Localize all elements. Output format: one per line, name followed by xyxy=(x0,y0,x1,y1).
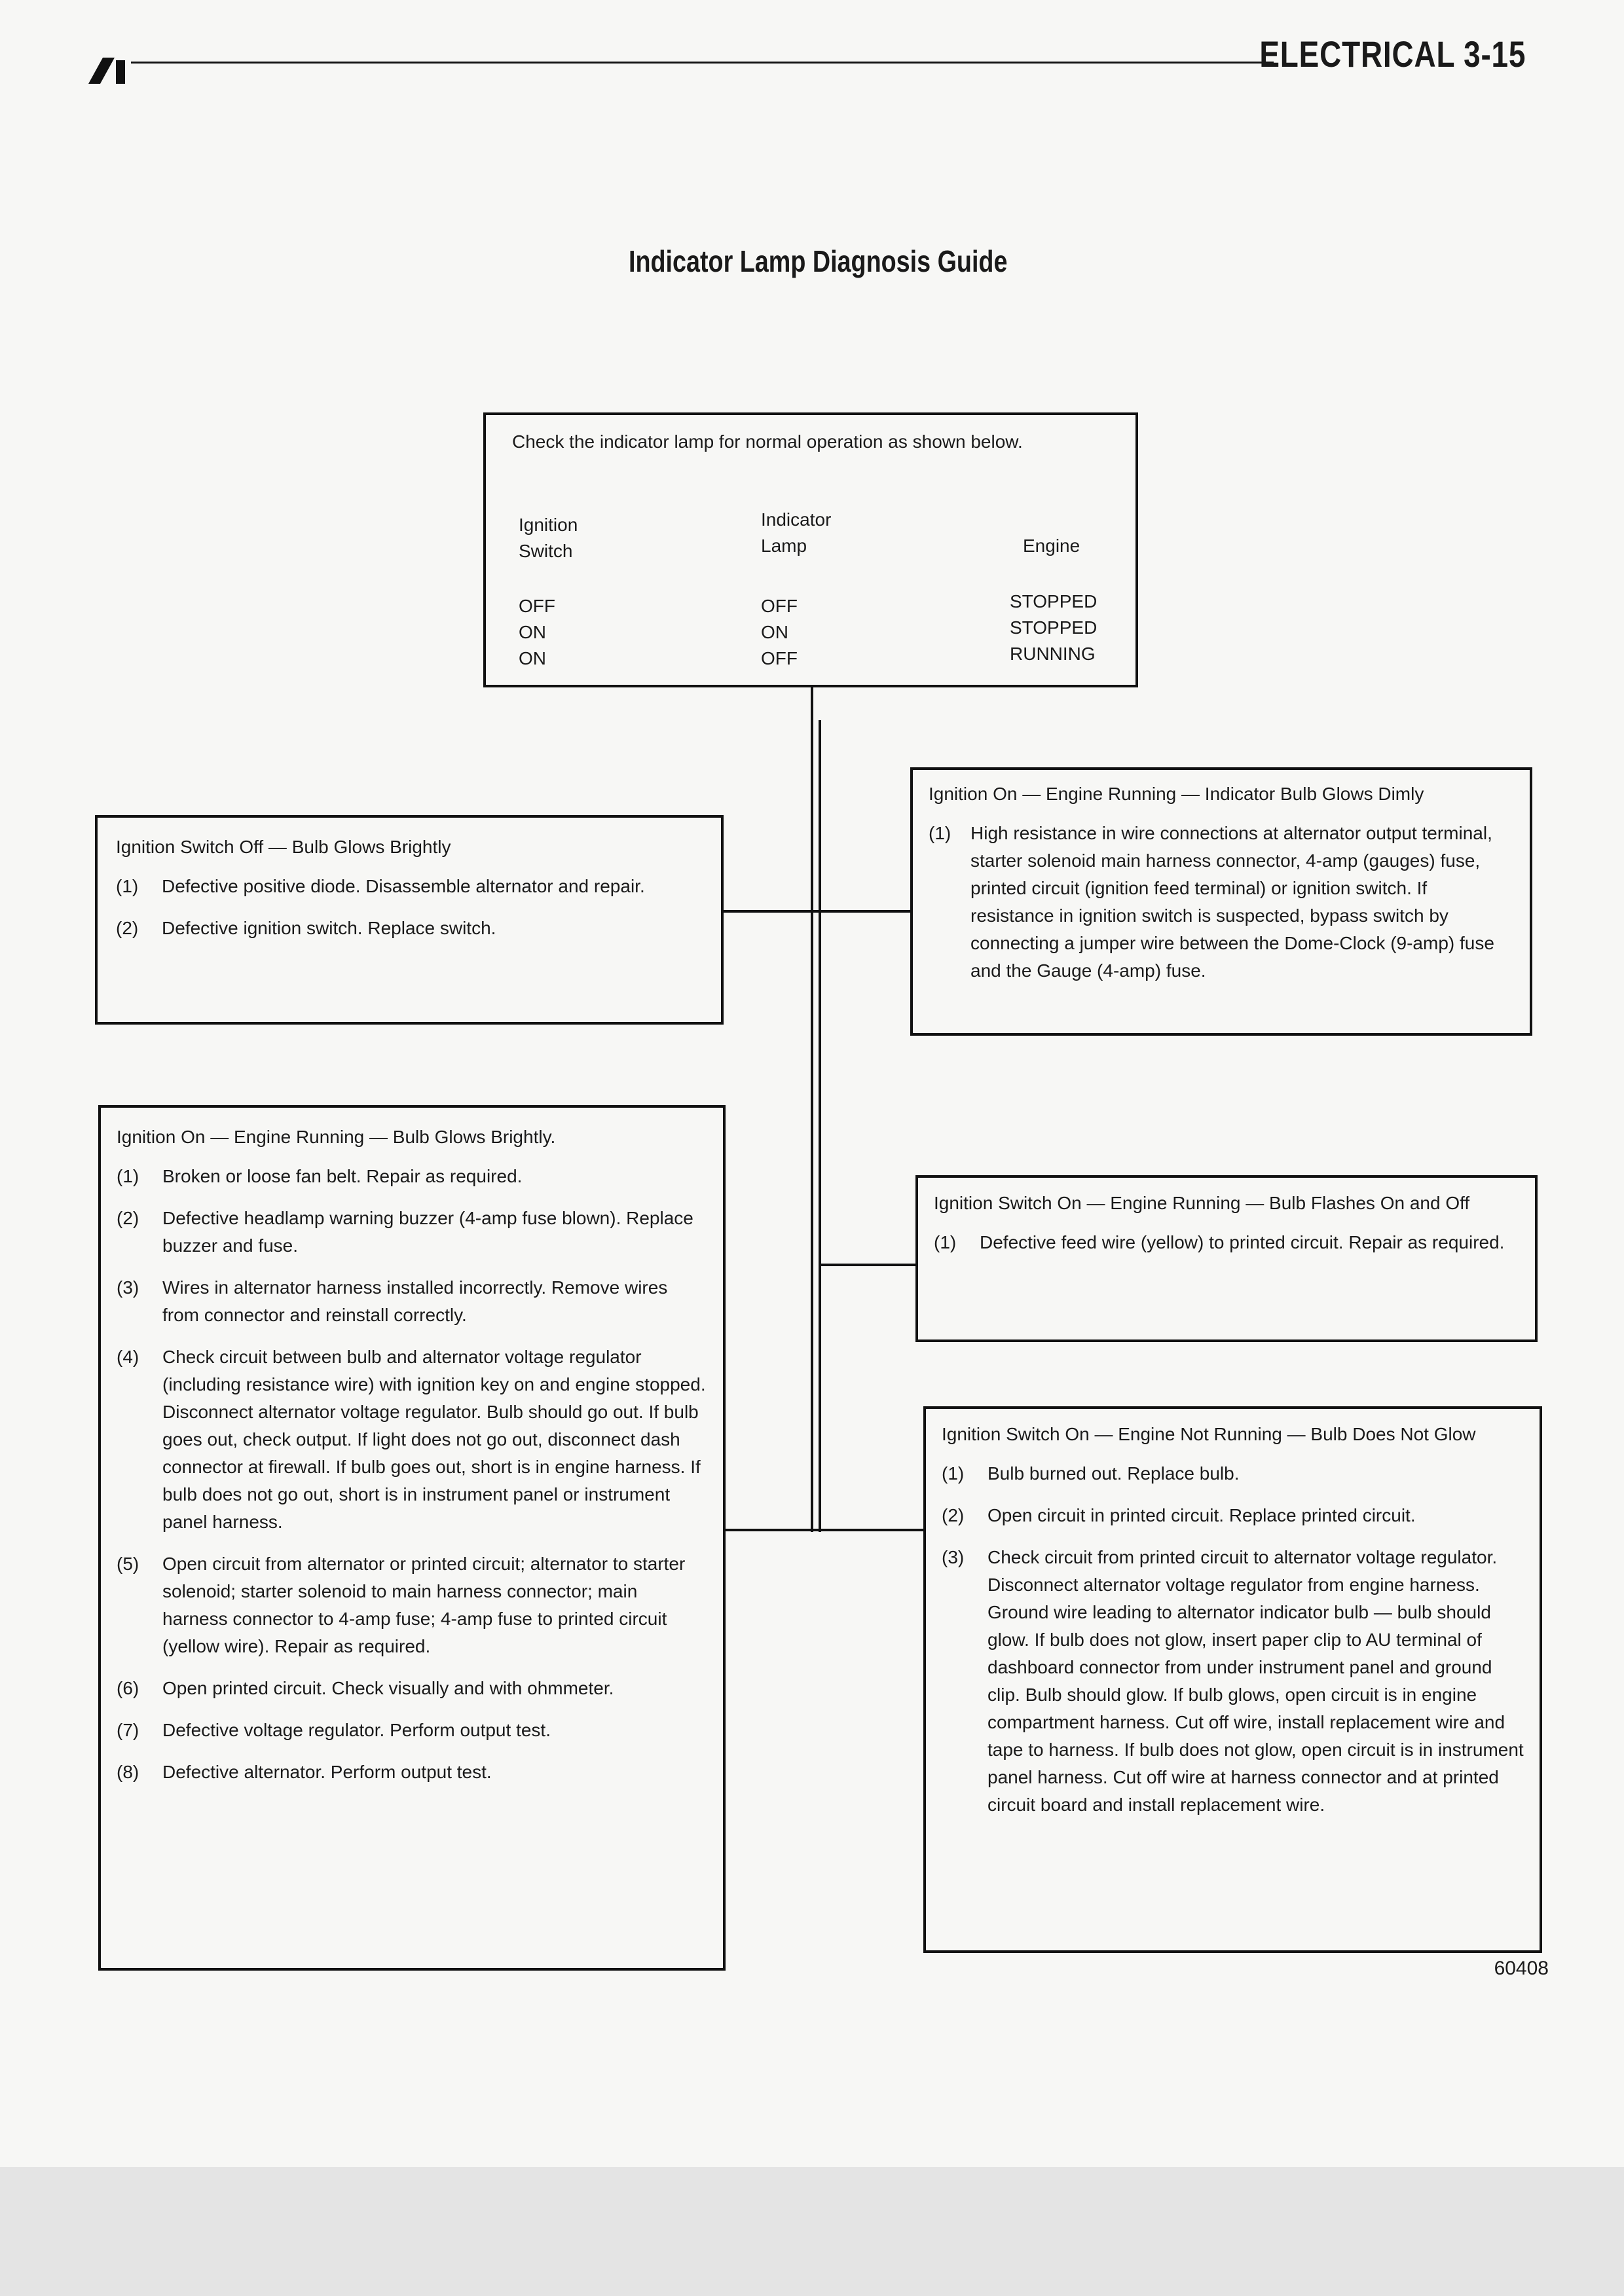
section-title: ELECTRICAL 3-15 xyxy=(1259,33,1526,75)
running-bright-box xyxy=(98,1105,726,1971)
list-item: (8) Defective alternator. Perform output test. xyxy=(117,1762,492,1782)
engine-values: STOPPED STOPPED RUNNING xyxy=(1010,591,1098,664)
publisher-logo-icon xyxy=(88,58,128,84)
list-item: (4) Check circuit between bulb and alternator voltage regulator (including resistance wire) with ignition key on and engine stopped. Disconnect alternator voltage regulator. Bulb should go out. If bulb goes out, check output. If light does not go out, disconnect dash connector at firewall. If bulb goes out, short is in engine harness. If bulb does not go out, short is in instrument panel or instrument panel harness. xyxy=(117,1347,706,1532)
normal-operation-box xyxy=(483,412,1138,687)
col-ignition-switch: Ignition Switch xyxy=(519,515,578,561)
connector-left-1 xyxy=(722,910,813,913)
list-item: (2) Open circuit in printed circuit. Replace printed circuit. xyxy=(942,1505,1416,1525)
list-item: (3) Wires in alternator harness installed incorrectly. Remove wires from connector and reinstall correctly. xyxy=(117,1277,668,1325)
list-item: (1) High resistance in wire connections at alternator output terminal, starter solenoid main harness connector, 4-amp (gauges) fuse, printed circuit (ignition feed terminal) or ignition switch. If resistance in ignition switch is suspected, bypass switch by connecting a jumper wire between the Dome-Clock (9-amp) fuse and the Gauge (4-amp) fuse. xyxy=(929,823,1494,981)
not-running-box xyxy=(923,1406,1542,1953)
box-heading: Ignition Switch Off — Bulb Glows Brightly xyxy=(116,837,451,857)
running-dim-box xyxy=(910,767,1532,1036)
switch-off-bright-box xyxy=(95,815,724,1025)
connector-bottom xyxy=(724,1529,927,1531)
guide-title: Indicator Lamp Diagnosis Guide xyxy=(629,244,1008,278)
box-heading: Ignition Switch On — Engine Running — Bulb Flashes On and Off xyxy=(934,1193,1470,1213)
list-item: (3) Check circuit from printed circuit to alternator voltage regulator. Disconnect alternator voltage regulator from engine harness. Ground wire leading to alternator indicator bulb — bulb should glow. If bulb does not glow, insert paper clip to AU terminal of dashboard connector from under instrument panel and ground clip. Bulb should glow. If bulb glows, open circuit is in engine compartment harness. Cut off wire, install replacement wire and tape to harness. If bulb does not glow, open circuit is in instrument panel harness. Cut off wire at harness connector and at printed circuit board and install replacement wire. xyxy=(942,1547,1524,1815)
connector-trunk-2 xyxy=(819,720,821,1532)
trunk-line xyxy=(811,687,813,1532)
box-heading: Ignition Switch On — Engine Not Running — Bulb Does Not Glow xyxy=(942,1424,1476,1444)
box-heading: Ignition On — Engine Running — Indicator Bulb Glows Dimly xyxy=(929,784,1424,804)
connector-right-1 xyxy=(811,910,912,913)
list-item: (6) Open printed circuit. Check visually and with ohmmeter. xyxy=(117,1678,614,1698)
list-item: (2) Defective ignition switch. Replace switch. xyxy=(116,918,496,938)
col-indicator-lamp: Indicator Lamp xyxy=(761,509,832,556)
connector-right-2 xyxy=(819,1264,917,1266)
header-rule xyxy=(131,62,1274,64)
list-item: (2) Defective headlamp warning buzzer (4-amp fuse blown). Replace buzzer and fuse. xyxy=(117,1208,693,1256)
list-item: (1) Defective feed wire (yellow) to printed circuit. Repair as required. xyxy=(934,1232,1505,1252)
list-item: (1) Defective positive diode. Disassemble alternator and repair. xyxy=(116,876,645,896)
switch-values: OFF ON ON xyxy=(519,596,555,668)
running-flashes-box xyxy=(915,1175,1538,1342)
list-item: (5) Open circuit from alternator or printed circuit; alternator to starter solenoid; starter solenoid to main harness connector; main harness connector to 4-amp fuse; 4-amp fuse to printed circuit (yellow wire). Repair as required. xyxy=(117,1554,686,1656)
list-item: (1) Broken or loose fan belt. Repair as required. xyxy=(117,1166,523,1186)
list-item: (1) Bulb burned out. Replace bulb. xyxy=(942,1463,1240,1484)
box-heading: Ignition On — Engine Running — Bulb Glows Brightly. xyxy=(117,1127,556,1147)
figure-number: 60408 xyxy=(1494,1958,1549,1979)
list-item: (7) Defective voltage regulator. Perform output test. xyxy=(117,1720,551,1740)
lamp-values: OFF ON OFF xyxy=(761,596,798,668)
col-engine: Engine xyxy=(1023,536,1080,556)
scan-background xyxy=(0,2167,1624,2296)
normal-operation-intro: Check the indicator lamp for normal operation as shown below. xyxy=(512,431,1023,452)
